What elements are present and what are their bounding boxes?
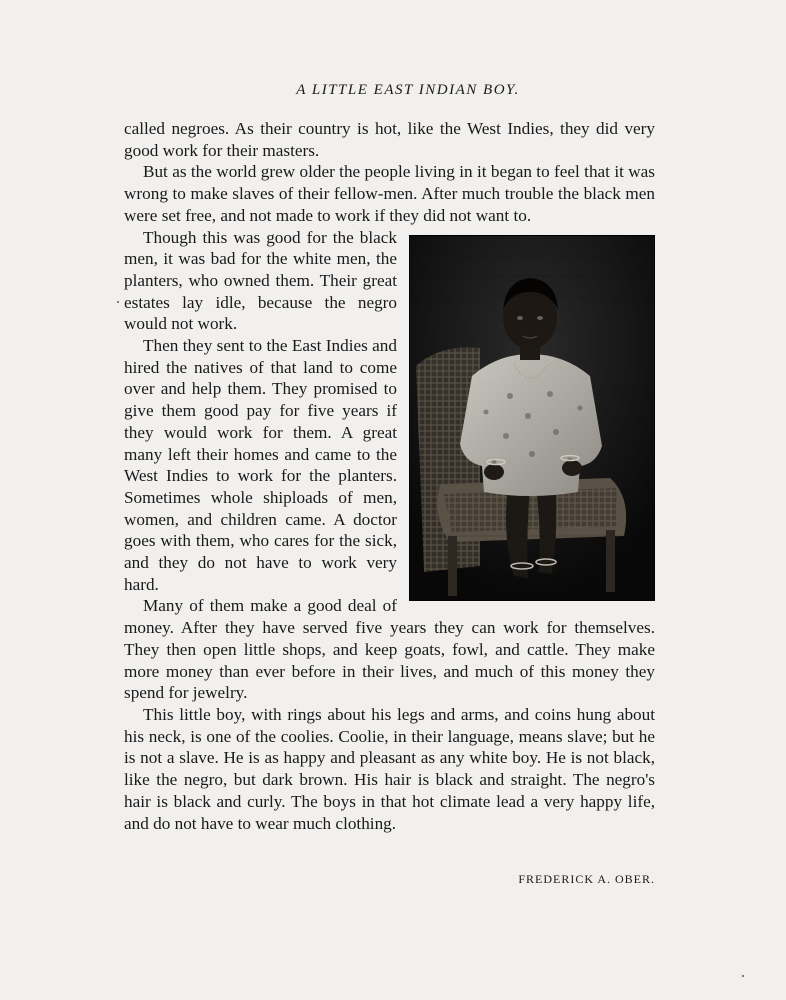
paragraph-1: called negroes. As their country is hot, like the West Indies, they did very good work for their masters. [124,119,655,160]
paragraph-2: But as the world grew older the people living in it began to feel that it was wrong to make slaves of their fellow-men. After much trouble the black men were set free, and not made to work if they did not want to. [124,162,655,225]
running-head: A LITTLE EAST INDIAN BOY. [296,82,520,98]
paper-speck [117,301,119,303]
paragraph-3: Though this was good for the black men, it was bad for the white men, the planters, who owned them. Their great estates lay idle, because the negro would not work. [124,227,397,334]
paper-speck [742,975,744,977]
body-text [124,118,655,834]
boy-illustration [409,235,655,601]
paragraph-5: Many of them make a good deal of money. After they have served five years they can work for themselves. They then open little shops, and keep goats, fowl, and cattle. They make more money than ever before in their lives, and much of this money they spend for jewelry. [124,596,655,703]
paragraph-4: Then they sent to the East Indies and hired the natives of that land to come over and help them. They promised to give them good pay for five years if they would work for them. A great many left their homes and came to the West Indies to work for the planters. Sometimes whole shiploads of men, women, and children came. A doctor goes with them, who cares for the sick, and they do not have to work very hard. [124,336,397,594]
boy-engraving-image [410,236,654,600]
author-signature: FREDERICK A. OBER. [518,872,655,886]
paragraph-6: This little boy, with rings about his legs and arms, and coins hung about his neck, is one of the coolies. Coolie, in their language, means slave; but he is not a slave. He is as happy and pleasant as any white boy. He is not black, like the negro, but dark brown. His hair is black and straight. The negro's hair is black and curly. The boys in that hot climate lead a very happy life, and do not have to wear much clothing. [124,704,655,833]
